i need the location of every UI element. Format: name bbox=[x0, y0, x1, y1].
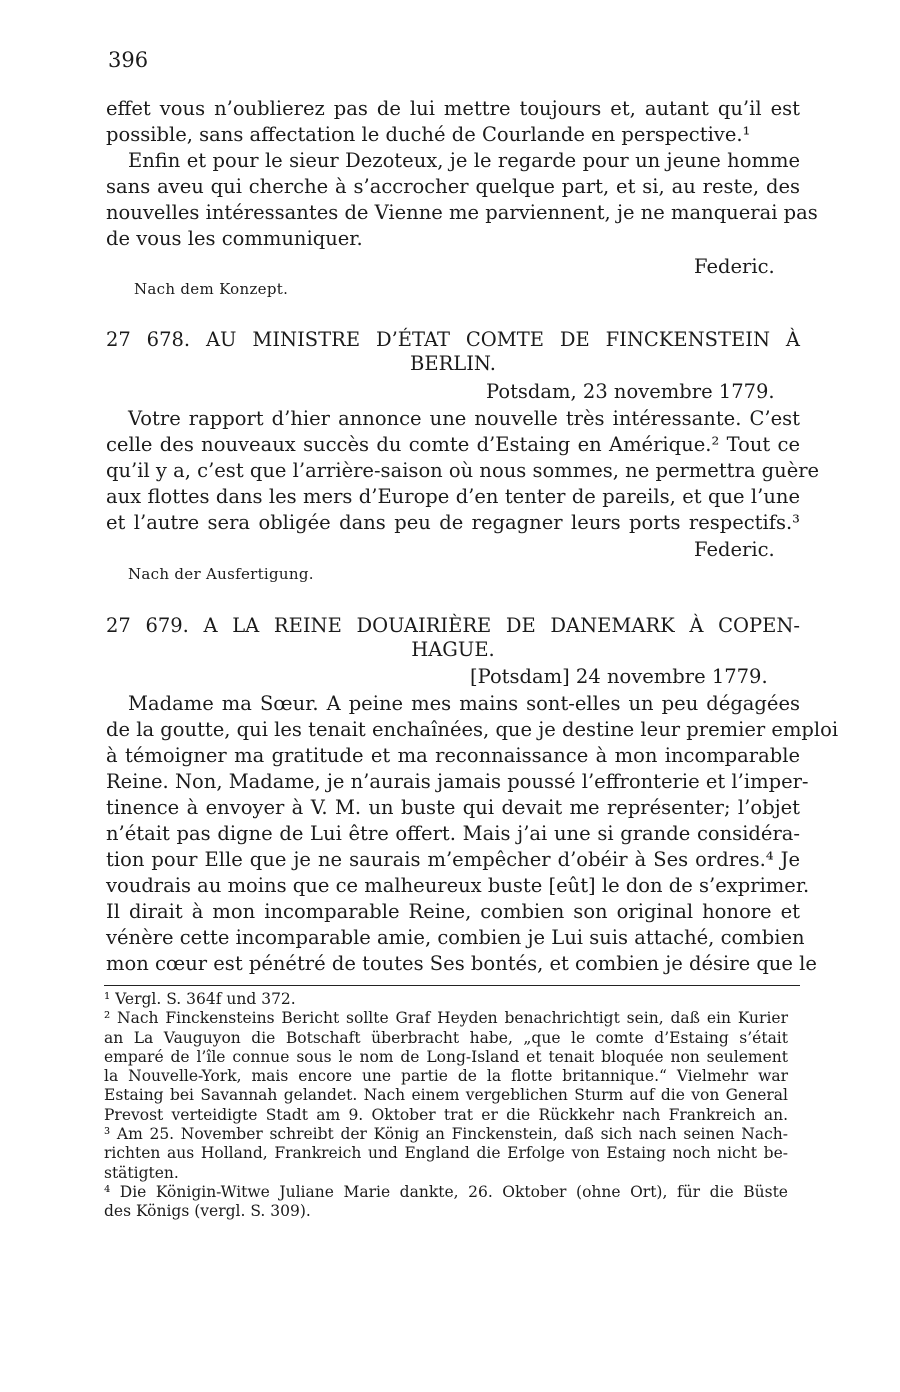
footnote-line: richten aus Holland, Frankreich und England die Erfolge von Estaing noch nicht be- bbox=[104, 1144, 788, 1163]
page-number: 396 bbox=[108, 48, 149, 72]
letter-heading bbox=[106, 614, 800, 662]
signature: Federic. bbox=[694, 538, 775, 561]
text-line: Madame ma Sœur. A peine mes mains sont-elles un peu dégagées bbox=[128, 692, 800, 715]
footnote-line: Estaing bei Savannah gelandet. Nach einem vergeblichen Sturm auf die von General bbox=[104, 1086, 788, 1105]
text-line: celle des nouveaux succès du comte d’Estaing en Amérique.² Tout ce bbox=[106, 433, 800, 456]
place-date: [Potsdam] 24 novembre 1779. bbox=[470, 665, 768, 688]
text-line: vénère cette incomparable amie, combien je Lui suis attaché, combien bbox=[106, 926, 805, 949]
text-line: à témoigner ma gratitude et ma reconnaissance à mon incomparable bbox=[106, 744, 800, 767]
text-line: nouvelles intéressantes de Vienne me parviennent, je ne manquerai pas bbox=[106, 201, 818, 224]
text-line: et l’autre sera obligée dans peu de regagner leurs ports respectifs.³ bbox=[106, 511, 800, 534]
footnote-line: stätigten. bbox=[104, 1163, 179, 1182]
heading-line: HAGUE. bbox=[411, 638, 495, 661]
source-note: Nach dem Konzept. bbox=[134, 280, 289, 298]
text-line: n’était pas digne de Lui être offert. Mais j’ai une si grande considéra- bbox=[106, 822, 800, 845]
footnote-line: emparé de l’île connue sous le nom de Long-Island et tenait bloquée non seulement bbox=[104, 1047, 788, 1066]
footnote-divider bbox=[104, 985, 800, 986]
text-line: Enfin et pour le sieur Dezoteux, je le regarde pour un jeune homme bbox=[128, 149, 800, 172]
text-line: aux flottes dans les mers d’Europe d’en tenter de pareils, et que l’une bbox=[106, 485, 800, 508]
heading-line: BERLIN. bbox=[410, 352, 496, 375]
letter-body bbox=[106, 406, 820, 536]
signature: Federic. bbox=[694, 255, 775, 278]
footnote-line: Prevost verteidigte Stadt am 9. Oktober trat er die Rückkehr nach Frankreich an. bbox=[104, 1105, 788, 1124]
text-line: Votre rapport d’hier annonce une nouvelle très intéressante. C’est bbox=[128, 407, 800, 430]
text-line: Reine. Non, Madame, je n’aurais jamais poussé l’effronterie et l’imper- bbox=[106, 770, 809, 793]
footnote-line: des Königs (vergl. S. 309). bbox=[104, 1202, 311, 1221]
heading-line: 27 678. AU MINISTRE D’ÉTAT COMTE DE FINCKENSTEIN À bbox=[106, 328, 800, 351]
footnotes bbox=[104, 990, 788, 1222]
heading-line: 27 679. A LA REINE DOUAIRIÈRE DE DANEMARK À COPEN- bbox=[106, 614, 800, 637]
intro-text bbox=[106, 96, 818, 252]
text-line: voudrais au moins que ce malheureux buste [eût] le don de s’exprimer. bbox=[106, 874, 810, 897]
footnote-line: ⁴ Die Königin-Witwe Juliane Marie dankte, 26. Oktober (ohne Ort), für die Büste bbox=[104, 1182, 788, 1201]
footnote-line: ³ Am 25. November schreibt der König an Finckenstein, daß sich nach seinen Nach- bbox=[104, 1125, 788, 1144]
footnote-line: ² Nach Finckensteins Bericht sollte Graf Heyden benachrichtigt sein, daß ein Kurier bbox=[104, 1009, 788, 1028]
footnote-line: ¹ Vergl. S. 364f und 372. bbox=[104, 990, 296, 1008]
text-line: de la goutte, qui les tenait enchaînées, que je destine leur premier emploi bbox=[106, 718, 839, 741]
source-note: Nach der Ausfertigung. bbox=[128, 565, 314, 583]
text-line: tinence à envoyer à V. M. un buste qui devait me représenter; l’objet bbox=[106, 796, 800, 819]
text-line: possible, sans affectation le duché de Courlande en perspective.¹ bbox=[106, 123, 751, 146]
text-line: sans aveu qui cherche à s’accrocher quelque part, et si, au reste, des bbox=[106, 175, 800, 198]
text-line: de vous les communiquer. bbox=[106, 227, 363, 250]
footnote-line: an La Vauguyon die Botschaft überbracht habe, „que le comte d’Estaing s’était bbox=[104, 1028, 788, 1047]
text-line: effet vous n’oublierez pas de lui mettre toujours et, autant qu’il est bbox=[106, 97, 800, 120]
text-line: mon cœur est pénétré de toutes Ses bontés, et combien je désire que le bbox=[106, 952, 817, 975]
text-line: Il dirait à mon incomparable Reine, combien son original honore et bbox=[106, 900, 800, 923]
letter-body bbox=[106, 691, 839, 977]
text-line: tion pour Elle que je ne saurais m’empêcher d’obéir à Ses ordres.⁴ Je bbox=[106, 848, 800, 871]
text-line: qu’il y a, c’est que l’arrière-saison où nous sommes, ne permettra guère bbox=[106, 459, 820, 482]
footnote-line: la Nouvelle-York, mais encore une partie de la flotte britannique.“ Vielmehr war bbox=[104, 1067, 788, 1086]
place-date: Potsdam, 23 novembre 1779. bbox=[486, 380, 775, 403]
letter-heading bbox=[106, 328, 800, 376]
